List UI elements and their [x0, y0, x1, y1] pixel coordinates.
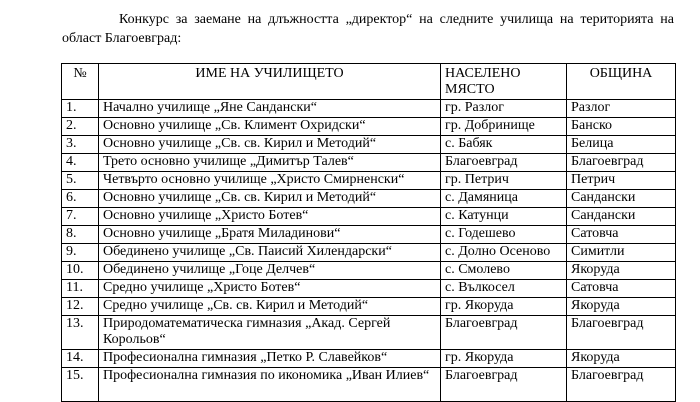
- row-number: 11.: [62, 280, 99, 298]
- municipality: Благоевград: [567, 316, 676, 350]
- settlement: гр. Якоруда: [441, 298, 567, 316]
- municipality: Якоруда: [567, 262, 676, 280]
- row-number: 8.: [62, 226, 99, 244]
- settlement: с. Бабяк: [441, 136, 567, 154]
- settlement: Благоевград: [441, 316, 567, 350]
- table-row: [62, 350, 676, 368]
- row-number: 9.: [62, 244, 99, 262]
- municipality: Якоруда: [567, 298, 676, 316]
- row-number: 6.: [62, 190, 99, 208]
- municipality: Сатовча: [567, 226, 676, 244]
- school-name: Обединено училище „Гоце Делчев“: [99, 262, 441, 280]
- row-number: 12.: [62, 298, 99, 316]
- table-row: [62, 280, 676, 298]
- school-name: Средно училище „Христо Ботев“: [99, 280, 441, 298]
- table-row: [62, 208, 676, 226]
- school-name: Основно училище „Братя Миладинови“: [99, 226, 441, 244]
- table-row: [62, 118, 676, 136]
- table-row: [62, 316, 676, 350]
- row-number: 14.: [62, 350, 99, 368]
- settlement: Благоевград: [441, 154, 567, 172]
- table-row: [62, 368, 676, 402]
- header-school-name: ИМЕ НА УЧИЛИЩЕТО: [99, 64, 441, 100]
- municipality: Сатовча: [567, 280, 676, 298]
- table-row: [62, 100, 676, 118]
- school-name: Средно училище „Св. св. Кирил и Методий“: [99, 298, 441, 316]
- table-row: [62, 190, 676, 208]
- municipality: Благоевград: [567, 368, 676, 402]
- school-name: Основно училище „Христо Ботев“: [99, 208, 441, 226]
- row-number: 7.: [62, 208, 99, 226]
- settlement: гр. Разлог: [441, 100, 567, 118]
- school-name: Природоматематическа гимназия „Акад. Сергей Корольов“: [99, 316, 441, 350]
- row-number: 4.: [62, 154, 99, 172]
- school-name: Основно училище „Св. Климент Охридски“: [99, 118, 441, 136]
- table-header-row: [62, 64, 676, 100]
- settlement: гр. Петрич: [441, 172, 567, 190]
- school-name: Четвърто основно училище „Христо Смирненски“: [99, 172, 441, 190]
- settlement: гр. Якоруда: [441, 350, 567, 368]
- header-municipality: ОБЩИНА: [567, 64, 676, 100]
- table-row: [62, 136, 676, 154]
- municipality: Белица: [567, 136, 676, 154]
- header-number: №: [62, 64, 99, 100]
- school-name: Професионална гимназия „Петко Р. Славейков“: [99, 350, 441, 368]
- settlement: с. Долно Осеново: [441, 244, 567, 262]
- municipality: Симитли: [567, 244, 676, 262]
- settlement: с. Катунци: [441, 208, 567, 226]
- municipality: Банско: [567, 118, 676, 136]
- municipality: Петрич: [567, 172, 676, 190]
- school-name: Професионална гимназия по икономика „Иван Илиев“: [99, 368, 441, 402]
- settlement: Благоевград: [441, 368, 567, 402]
- row-number: 13.: [62, 316, 99, 350]
- municipality: Якоруда: [567, 350, 676, 368]
- school-name: Основно училище „Св. св. Кирил и Методий“: [99, 136, 441, 154]
- school-name: Основно училище „Св. св. Кирил и Методий“: [99, 190, 441, 208]
- table-row: [62, 154, 676, 172]
- intro-paragraph: Конкурс за заемане на длъжността „директор“ на следните училища на територията на област Благоевград:: [62, 12, 674, 46]
- row-number: 3.: [62, 136, 99, 154]
- row-number: 5.: [62, 172, 99, 190]
- settlement: с. Смолево: [441, 262, 567, 280]
- row-number: 15.: [62, 368, 99, 402]
- municipality: Сандански: [567, 190, 676, 208]
- schools-table: [61, 63, 676, 402]
- school-name: Трето основно училище „Димитър Талев“: [99, 154, 441, 172]
- row-number: 1.: [62, 100, 99, 118]
- row-number: 10.: [62, 262, 99, 280]
- settlement: с. Дамяница: [441, 190, 567, 208]
- school-name: Обединено училище „Св. Паисий Хилендарски“: [99, 244, 441, 262]
- school-name: Начално училище „Яне Сандански“: [99, 100, 441, 118]
- row-number: 2.: [62, 118, 99, 136]
- table-row: [62, 244, 676, 262]
- settlement: гр. Добринище: [441, 118, 567, 136]
- header-settlement: НАСЕЛЕНО МЯСТО: [441, 64, 567, 100]
- table-row: [62, 172, 676, 190]
- settlement: с. Годешево: [441, 226, 567, 244]
- municipality: Благоевград: [567, 154, 676, 172]
- table-row: [62, 262, 676, 280]
- settlement: с. Вълкосел: [441, 280, 567, 298]
- table-row: [62, 226, 676, 244]
- table-row: [62, 298, 676, 316]
- municipality: Сандански: [567, 208, 676, 226]
- municipality: Разлог: [567, 100, 676, 118]
